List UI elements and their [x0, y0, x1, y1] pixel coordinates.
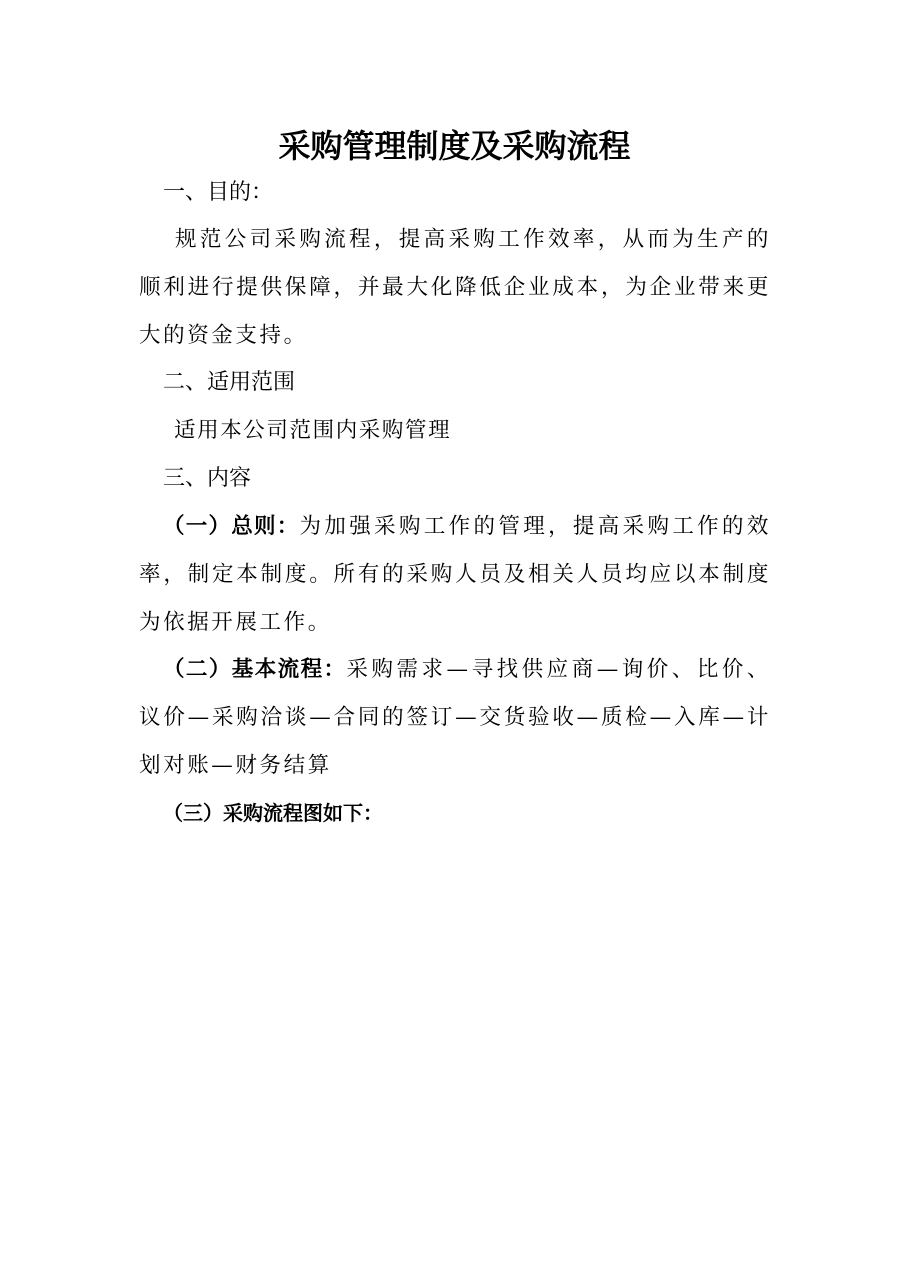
section-heading-purpose: 一、目的： — [163, 180, 274, 205]
purpose-paragraph: 规范公司采购流程，提高采购工作效率，从而为生产的顺利进行提供保障，并最大化降低企业成本，为企业带来更大的资金支持。 — [139, 227, 771, 348]
document-title: 采购管理制度及采购流程 — [278, 127, 631, 165]
basic-flow-lead: （二）基本流程： — [163, 657, 347, 682]
section-heading-scope: 二、适用范围 — [163, 370, 296, 395]
basic-flow-paragraph — [139, 646, 771, 790]
section-heading-content: 三、内容 — [163, 466, 252, 491]
scope-paragraph: 适用本公司范围内采购管理 — [174, 418, 452, 443]
basic-flow-body: 采购需求—寻找供应商—询价、比价、议价—采购洽谈—合同的签订—交货验收—质检—入库—计划对账—财务结算 — [139, 657, 771, 778]
general-body: 为加强采购工作的管理，提高采购工作的效率，制定本制度。所有的采购人员及相关人员均应以本制度为依据开展工作。 — [139, 514, 771, 635]
general-paragraph — [139, 503, 771, 647]
general-lead: （一）总则： — [163, 514, 300, 539]
flow-chart-heading: （三）采购流程图如下： — [163, 801, 383, 825]
